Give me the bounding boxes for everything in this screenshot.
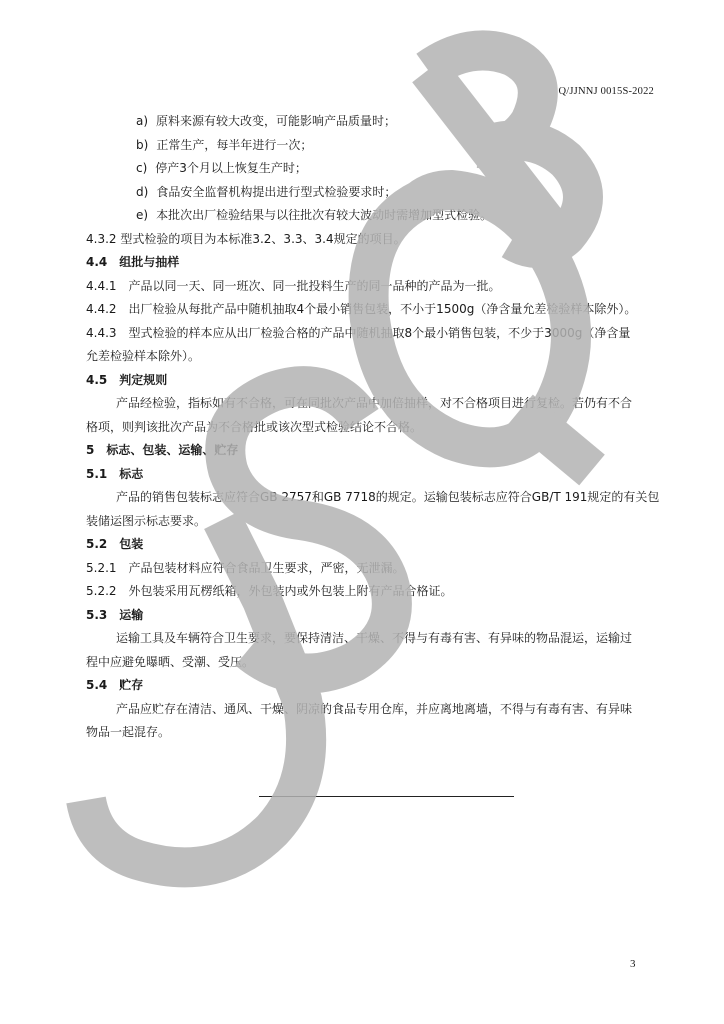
clause-number: 4.4.1	[86, 278, 117, 293]
list-text: 本批次出厂检验结果与以往批次有较大波动时需增加型式检验。	[156, 208, 493, 222]
clause-text: 出厂检验从每批产品中随机抽取4个最小销售包装，不小于1500g（净含量允差检验样本除外）。	[128, 302, 637, 316]
list-item-c	[86, 157, 658, 181]
section-title: 判定规则	[119, 372, 168, 387]
list-label: b)	[136, 137, 149, 152]
paragraph-line: 格项，则判该批次产品为不合格批或该次型式检验结论不合格。	[86, 419, 423, 434]
clause-5-2-1	[86, 557, 658, 581]
list-label: e)	[136, 208, 149, 222]
paragraph-line: 装储运图示标志要求。	[86, 513, 207, 528]
section-heading-5-3	[86, 604, 658, 628]
section-number: 5.1	[86, 466, 108, 481]
list-label: d)	[136, 184, 149, 199]
paragraph-line: 运输工具及车辆符合卫生要求，要保持清洁、干燥、不得与有毒有害、有异味的物品混运，运输过	[116, 631, 633, 645]
section-title: 组批与抽样	[119, 255, 180, 269]
section-title: 运输	[119, 607, 144, 622]
clause-5-2-2	[86, 580, 658, 604]
list-text: 正常生产，每半年进行一次；	[156, 137, 313, 152]
list-text: 停产3个月以上恢复生产时；	[155, 161, 307, 175]
clause-4-4-3	[86, 322, 658, 346]
list-label: a)	[136, 114, 149, 128]
section-number: 4.4	[86, 255, 108, 269]
list-item-d	[86, 181, 658, 205]
list-label: c)	[136, 161, 148, 175]
document-body	[86, 110, 658, 745]
section-heading-5-1	[86, 463, 658, 487]
list-item-e	[86, 204, 658, 228]
section-heading-5-4	[86, 674, 658, 698]
clause-number: 5.2.1	[86, 560, 117, 575]
clause-text: 外包装采用瓦楞纸箱，外包装内或外包装上附有产品合格证。	[128, 584, 453, 598]
list-text: 食品安全监督机构提出进行型式检验要求时；	[156, 184, 397, 199]
clause-text: 型式检验的样本应从出厂检验合格的产品中随机抽取8个最小销售包装，不少于3000g（净含量	[128, 325, 631, 340]
page-number: 3	[630, 958, 636, 970]
section-number: 5.4	[86, 678, 108, 692]
section-title: 标志	[119, 466, 144, 481]
section-heading-5-2	[86, 533, 658, 557]
paragraph-line: 程中应避免曝晒、受潮、受压。	[86, 654, 255, 669]
list-item-a	[86, 110, 658, 134]
clause-4-4-2	[86, 298, 658, 322]
section-number: 4.5	[86, 372, 108, 387]
clause-number: 4.4.2	[86, 302, 117, 316]
paragraph-line: 产品应贮存在清洁、通风、干燥、阴凉的食品专用仓库，并应离地离墙，不得与有毒有害、有异味	[116, 701, 633, 716]
paragraph-line: 物品一起混存。	[86, 725, 171, 739]
clause-number: 4.4.3	[86, 325, 117, 340]
section-heading-4-5	[86, 369, 658, 393]
section-heading-4-4	[86, 251, 658, 275]
section-title: 贮存	[119, 678, 144, 692]
document-code: Q/JJNNJ 0015S-2022	[558, 86, 654, 97]
paragraph-line: 产品经检验，指标如有不合格，可在同批次产品中加倍抽样，对不合格项目进行复检。若仍有不合	[116, 396, 633, 410]
chapter-number: 5	[86, 443, 95, 457]
clause-number: 5.2.2	[86, 584, 117, 598]
clause-4-3-2: 4.3.2 型式检验的项目为本标准3.2、3.3、3.4规定的项目。	[86, 231, 406, 246]
chapter-title: 标志、包装、运输、贮存	[106, 443, 239, 457]
section-number: 5.2	[86, 537, 108, 551]
clause-4-4-3-continued: 允差检验样本除外）。	[86, 349, 201, 363]
list-item-b	[86, 134, 658, 158]
end-rule	[259, 796, 514, 797]
clause-text: 产品包装材料应符合食品卫生要求，严密，无泄漏。	[128, 560, 405, 575]
clause-text: 产品以同一天、同一班次、同一批投料生产的同一品种的产品为一批。	[128, 278, 501, 293]
clause-4-4-1	[86, 275, 658, 299]
list-text: 原料来源有较大改变，可能影响产品质量时；	[156, 114, 397, 128]
chapter-heading-5	[86, 439, 658, 463]
section-number: 5.3	[86, 607, 108, 622]
paragraph-line: 产品的销售包装标志应符合GB 2757和GB 7718的规定。运输包装标志应符合GB/T 191规定的有关包	[116, 490, 660, 504]
section-title: 包装	[119, 537, 144, 551]
